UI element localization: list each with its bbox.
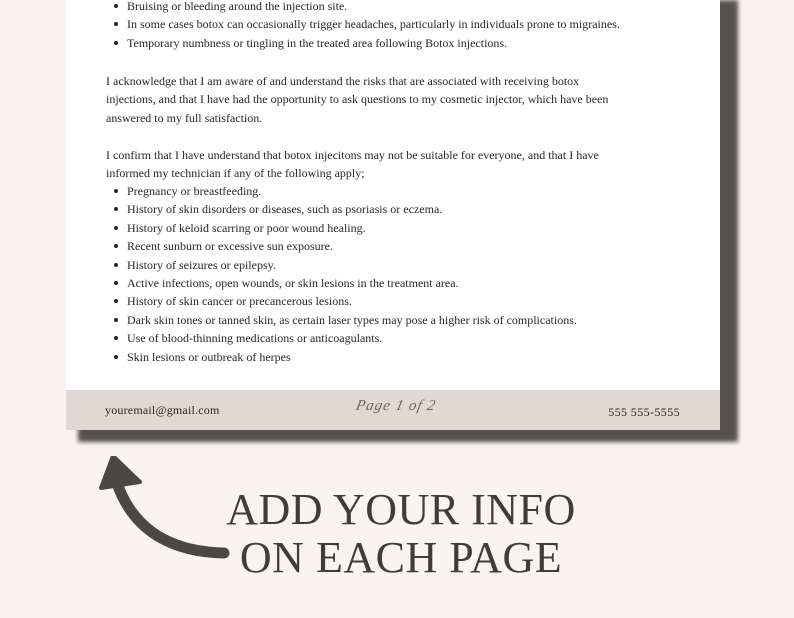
list-item: Active infections, open wounds, or skin lesions in the treatment area. [106, 274, 577, 292]
list-item: Use of blood-thinning medications or anticoagulants. [106, 329, 577, 347]
promo-headline-line-2: ON EACH PAGE [239, 533, 563, 582]
footer-page-number: Page 1 of 2 [354, 398, 438, 414]
paragraph-line: I confirm that I have understand that botox injecitons may not be suitable for everyone, and that I have [106, 148, 599, 162]
paragraph-line: informed my technician if any of the following apply; [106, 166, 365, 181]
list-item: History of skin cancer or precancerous lesions. [106, 292, 577, 310]
conditions-list [106, 182, 577, 366]
confirmation-paragraph [106, 146, 666, 183]
list-item: Pregnancy or breastfeeding. [106, 182, 577, 200]
risk-list [106, 0, 620, 52]
list-item: Dark skin tones or tanned skin, as certain laser types may pose a higher risk of complications. [106, 311, 577, 329]
footer-email: youremail@gmail.com [105, 403, 220, 417]
list-item: History of seizures or epilepsy. [106, 256, 577, 274]
paragraph-line: injections, and that I have had the opportunity to ask questions to my cosmetic injector, which have been [106, 92, 609, 107]
promo-headline-line-1: ADD YOUR INFO [226, 485, 576, 534]
list-item: Bruising or bleeding around the injection site. [106, 0, 620, 15]
list-item: History of keloid scarring or poor wound healing. [106, 219, 577, 237]
footer-phone: 555 555-5555 [608, 405, 680, 419]
list-item: Temporary numbness or tingling in the treated area following Botox injections. [106, 34, 620, 52]
list-item: History of skin disorders or diseases, such as psoriasis or eczema. [106, 200, 577, 218]
list-item: In some cases botox can occasionally trigger headaches, particularly in individuals prone to migraines. [106, 15, 620, 33]
page-footer [66, 390, 720, 430]
paragraph-line: I acknowledge that I am aware of and understand the risks that are associated with receiving botox [106, 74, 580, 88]
paragraph-line: answered to my full satisfaction. [106, 110, 263, 125]
document-page [66, 0, 720, 430]
list-item: Recent sunburn or excessive sun exposure. [106, 237, 577, 255]
list-item: Skin lesions or outbreak of herpes [106, 348, 577, 366]
acknowledgement-paragraph [106, 72, 666, 127]
